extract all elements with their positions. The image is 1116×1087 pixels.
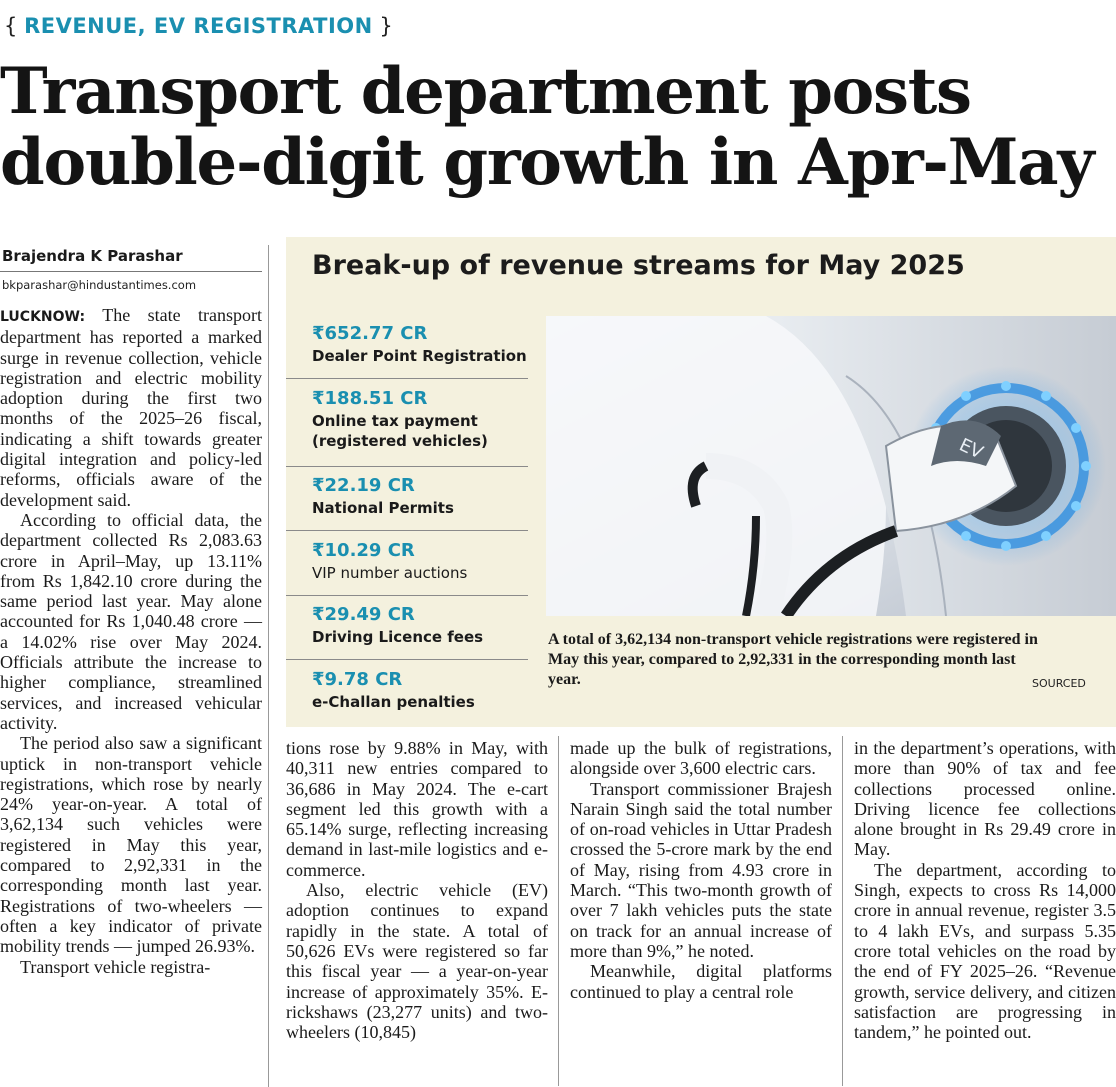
item-divider bbox=[286, 378, 528, 379]
kicker-label: REVENUE, EV REGISTRATION bbox=[24, 14, 373, 38]
section-kicker bbox=[4, 14, 393, 38]
infobox-title: Break-up of revenue streams for May 2025 bbox=[312, 250, 965, 281]
revenue-item bbox=[312, 387, 528, 451]
column-divider bbox=[268, 245, 269, 1087]
revenue-amount: ₹22.19 CR bbox=[312, 475, 415, 496]
article-column-3 bbox=[570, 738, 832, 1002]
dateline: LUCKNOW: bbox=[0, 309, 86, 325]
ev-charger-illustration bbox=[546, 316, 1116, 616]
revenue-amount: ₹188.51 CR bbox=[312, 388, 428, 409]
kicker-open-brace: { bbox=[4, 14, 18, 38]
revenue-label: VIP number auctions bbox=[312, 564, 468, 582]
kicker-close-brace: } bbox=[379, 14, 393, 38]
photo-credit: SOURCED bbox=[1032, 677, 1086, 690]
revenue-amount: ₹652.77 CR bbox=[312, 323, 428, 344]
revenue-item bbox=[312, 603, 528, 647]
item-divider bbox=[286, 659, 528, 660]
revenue-amount: ₹9.78 CR bbox=[312, 669, 403, 690]
charger-ev-text: EV bbox=[955, 434, 987, 464]
revenue-amount: ₹10.29 CR bbox=[312, 540, 415, 561]
article-paragraph: in the department’s operations, with more than 90% of tax and fee collections processed online. Driving licence fee collections alone brought in Rs 29.49 crore in May. bbox=[854, 738, 1116, 860]
article-paragraph: LUCKNOW: The state transport department has reported a marked surge in revenue collection, vehicle registration and electric mobility adoption during the first two months of the 2025–26 fiscal, indicating a shift towards greater digital integration and policy-led reforms, officials aware of the development said. bbox=[0, 305, 262, 510]
article-paragraph: Transport vehicle registra- bbox=[20, 956, 211, 977]
revenue-label: Driving Licence fees bbox=[312, 628, 484, 646]
revenue-label-line-2: (registered vehicles) bbox=[312, 432, 488, 450]
article-paragraph: made up the bulk of registrations, alongside over 3,600 electric cars. bbox=[570, 738, 832, 779]
item-divider bbox=[286, 466, 528, 467]
revenue-item bbox=[312, 474, 528, 518]
revenue-item bbox=[312, 539, 528, 583]
column-divider bbox=[558, 736, 559, 1086]
byline-email: bkparashar@hindustantimes.com bbox=[2, 278, 197, 292]
article-paragraph: According to official data, the department collected Rs 2,083.63 crore in April–May, up 13.11% from Rs 1,842.10 crore during the same period last year. May alone accounted for Rs 1,040.48 crore — a 14.02% rise over May 2024. Officials attribute the increase to higher compliance, streamlined services, and increased vehicular activity. bbox=[0, 509, 262, 733]
revenue-label: National Permits bbox=[312, 499, 454, 517]
byline-divider bbox=[0, 271, 262, 272]
revenue-label: Online tax payment bbox=[312, 412, 478, 430]
ev-charging-photo bbox=[546, 316, 1116, 616]
article-column-4 bbox=[854, 738, 1116, 1042]
photo-caption: A total of 3,62,134 non-transport vehicle registrations were registered in May this year, compared to 2,92,331 in the corresponding month last year. bbox=[548, 631, 1038, 688]
headline-line-2: double-digit growth in Apr-May bbox=[0, 125, 1094, 200]
byline-author: Brajendra K Parashar bbox=[2, 247, 183, 265]
article-paragraph: tions rose by 9.88% in May, with 40,311 new entries compared to 36,686 in May 2024. The e-cart segment led this growth with a 65.14% surge, reflecting increasing demand in last-mile logistics and e-commerce. bbox=[286, 738, 548, 880]
article-paragraph: Meanwhile, digital platforms continued to play a central role bbox=[570, 961, 832, 1002]
article-paragraph: Transport commissioner Brajesh Narain Singh said the total number of on-road vehicles in Uttar Pradesh crossed the 5-crore mark by the end of May, rising from 4.93 crore in March. “This two-month growth of over 7 lakh vehicles puts the state on track for an annual increase of more than 9%,” he noted. bbox=[570, 778, 832, 961]
article-column-2 bbox=[286, 738, 548, 1042]
revenue-amount: ₹29.49 CR bbox=[312, 604, 415, 625]
article-paragraph: The period also saw a significant uptick in non-transport vehicle registrations, which rose by nearly 24% year-on-year. A total of 3,62,134 such vehicles were registered in May this year, compared to 2,92,331 in the corresponding month last year. Registrations of two-wheelers — often a key indicator of private mobility trends — jumped 26.93%. bbox=[0, 733, 262, 957]
article-column-1 bbox=[0, 305, 262, 977]
item-divider bbox=[286, 530, 528, 531]
revenue-label: e-Challan penalties bbox=[312, 693, 475, 711]
headline-line-1: Transport department posts bbox=[0, 54, 971, 129]
revenue-item bbox=[312, 668, 528, 712]
column-divider bbox=[842, 736, 843, 1086]
revenue-item bbox=[312, 322, 528, 366]
article-paragraph: The department, according to Singh, expects to cross Rs 14,000 crore in annual revenue, register 3.5 to 4 lakh EVs, and surpass 5.35 crore total vehicles on the road by the end of FY 2025–26. “Revenue growth, service delivery, and citizen satisfaction are progressing in tandem,” he pointed out. bbox=[854, 859, 1116, 1043]
headline bbox=[0, 56, 1116, 198]
item-divider bbox=[286, 595, 528, 596]
article-paragraph: Also, electric vehicle (EV) adoption continues to expand rapidly in the state. A total of 50,626 EVs were registered so far this fiscal year — a year-on-year increase of approximately 35%. E-rickshaws (23,277 units) and two-wheelers (10,845) bbox=[286, 880, 548, 1043]
revenue-label: Dealer Point Registration bbox=[312, 347, 527, 365]
